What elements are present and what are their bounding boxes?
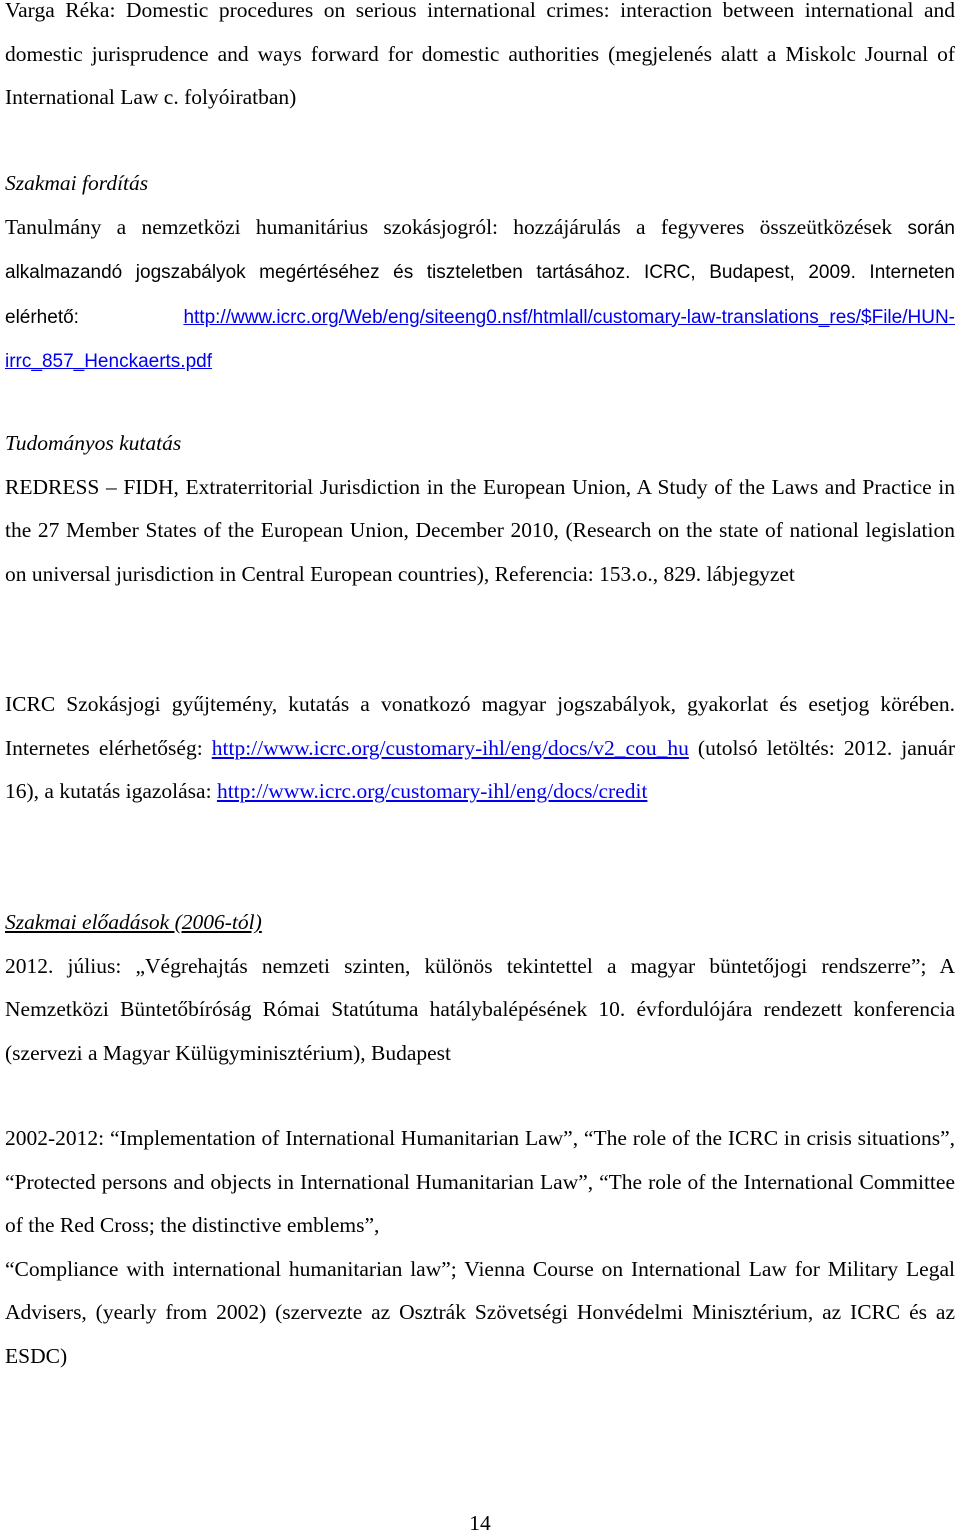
section-lectures (5, 901, 955, 1075)
section-lectures-continued (5, 1117, 955, 1378)
research-text: REDRESS – FIDH, Extraterritorial Jurisdiction in the European Union, A Study of the Laws and Practice in the 27 Member States of the European Union, December 2010, (Research on the state of national legislation on universal jurisdiction in Central European countries), Referencia: 153.o., 829. lábjegyzet (5, 474, 955, 586)
translation-text (5, 206, 955, 384)
lecture-item-vienna-course: “Compliance with international humanitarian law”; Vienna Course on International Law for Military Legal Advisers, (yearly from 2002) (szervezte az Osztrák Szövetségi Honvédelmi Minisztérium, az ICRC és az ESDC) (5, 1256, 955, 1368)
lectures-heading: Szakmai előadások (2006-tól) (5, 910, 262, 934)
entry-varga (5, 0, 955, 120)
section-translation (5, 162, 955, 384)
page-number: 14 (469, 1511, 491, 1535)
research-heading: Tudományos kutatás (5, 431, 182, 455)
lecture-item-2002-2012: 2002-2012: “Implementation of International Humanitarian Law”, “The role of the ICRC in crisis situations”, “Protected persons and objects in International Humanitarian Law”, “The role of the International Committee of the Red Cross; the distinctive emblems”, (5, 1126, 955, 1237)
translation-link[interactable]: http://www.icrc.org/Web/eng/siteeng0.nsf/htmlall/customary-law-translations_res/$File/HUN-irrc_857_Henckaerts.pdf (5, 306, 955, 372)
translation-heading: Szakmai fordítás (5, 171, 149, 195)
icrc-text-middle: (utolsó letöltés: 2012. január 16), a kutatás igazolása: (5, 735, 955, 803)
entry-icrc-collection (5, 683, 955, 814)
icrc-link-credit[interactable]: http://www.icrc.org/customary-ihl/eng/docs/credit (216, 779, 648, 803)
section-research (5, 422, 955, 596)
lecture-item-2012: 2012. július: „Végrehajtás nemzeti szinten, különös tekintettel a magyar büntetőjogi rendszerre”; A Nemzetközi Büntetőbíróság Római Statútuma hatálybalépésének 10. évfordulójára rendezett konferencia (szervezi a Magyar Külügyminisztérium), Budapest (5, 953, 955, 1065)
translation-text-serif: Tanulmány a nemzetközi humanitárius szokásjogról: hozzájárulás a fegyveres összeütközések (5, 214, 893, 239)
icrc-link-collection[interactable]: http://www.icrc.org/customary-ihl/eng/docs/v2_cou_hu (211, 735, 689, 760)
icrc-text (5, 683, 955, 814)
entry-varga-text: Varga Réka: Domestic procedures on serious international crimes: interaction between international and domestic jurisprudence and ways forward for domestic authorities (megjelenés alatt a Miskolc Journal of International Law c. folyóiratban) (5, 0, 955, 109)
translation-text-sans: során alkalmazandó jogszabályok megértéséhez és tiszteletben tartásához. ICRC, Budapest, 2009. Interneten elérhető: (5, 217, 955, 328)
icrc-text-before: ICRC Szokásjogi gyűjtemény, kutatás a vonatkozó magyar jogszabályok, gyakorlat és esetjog körében. Internetes elérhetőség: (5, 692, 955, 760)
